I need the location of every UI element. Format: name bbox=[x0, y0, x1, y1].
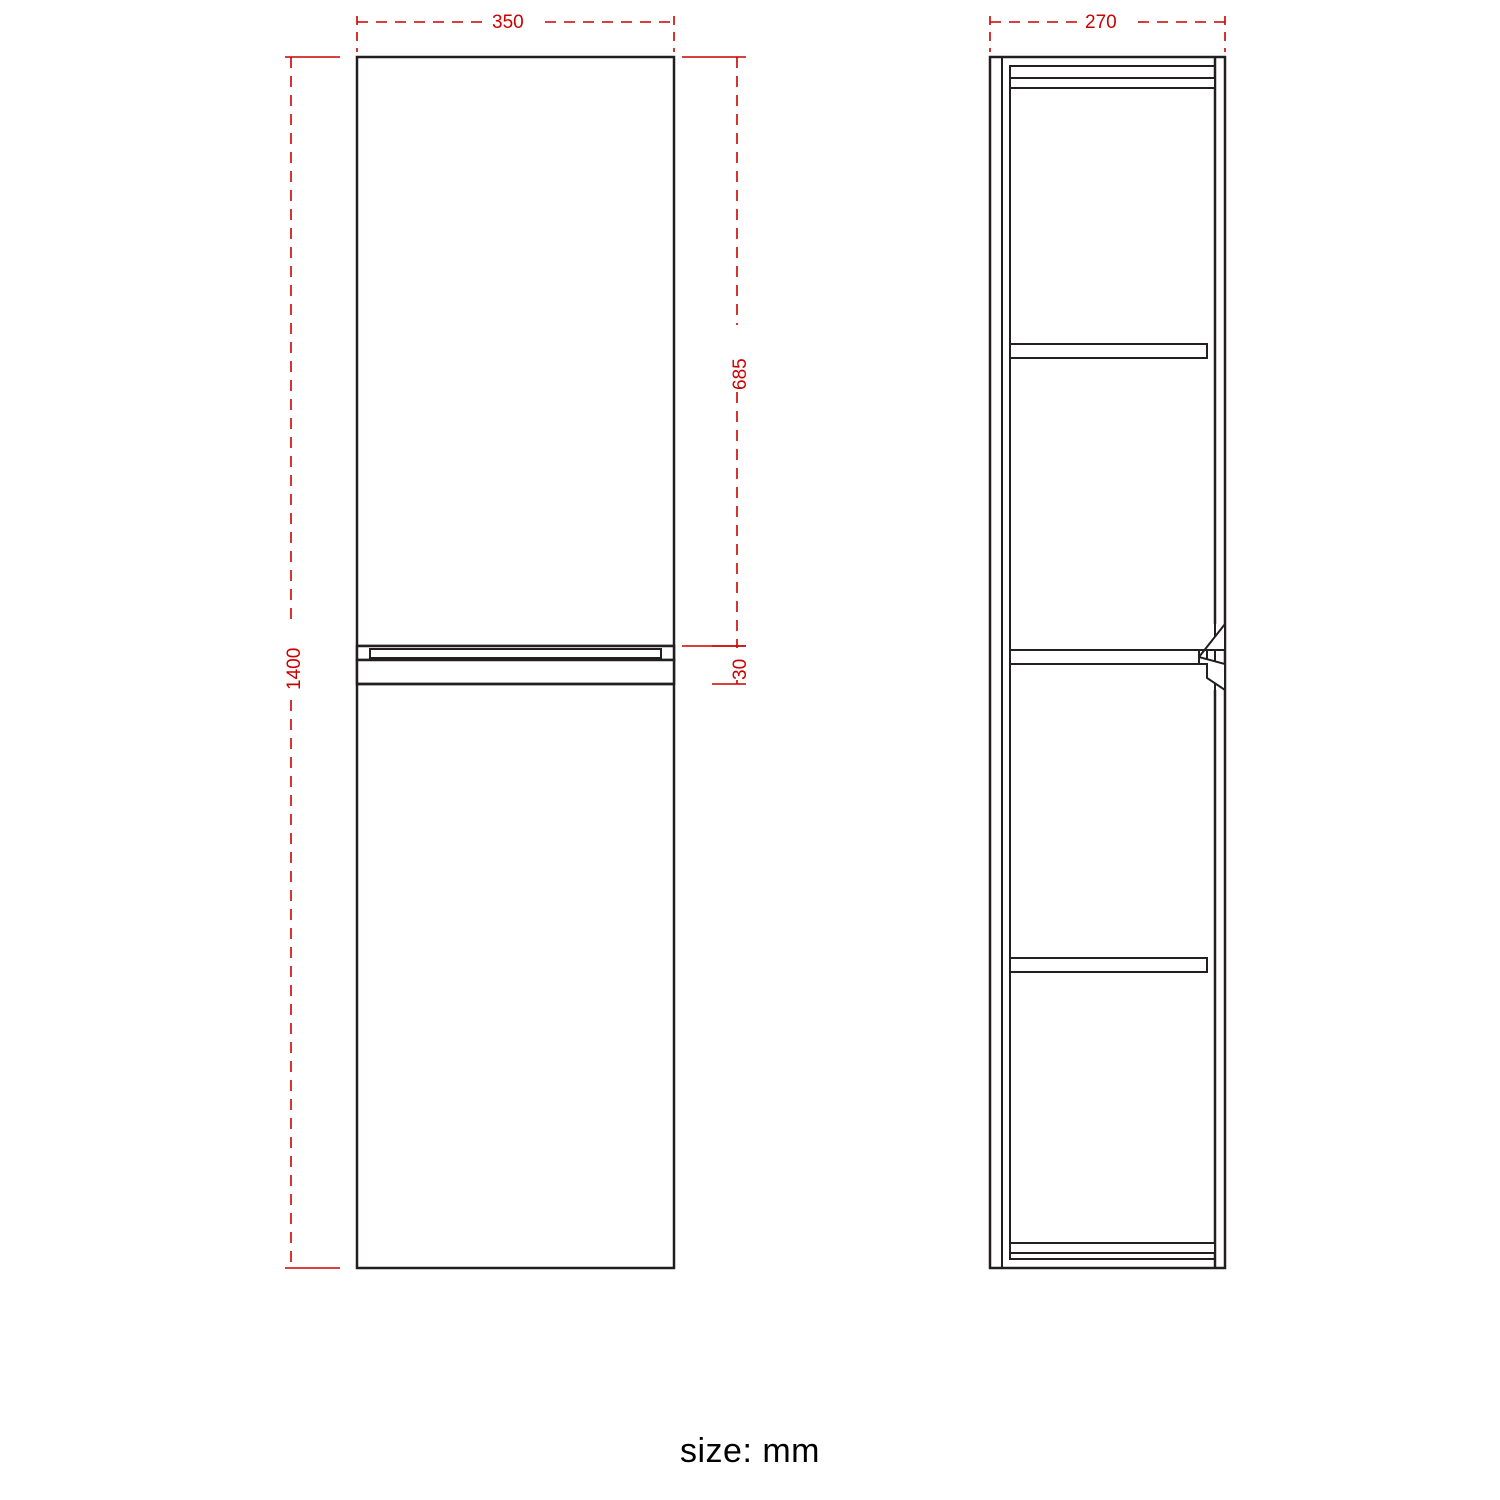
side-elevation-view bbox=[990, 57, 1225, 1268]
side-shelf-3 bbox=[1010, 958, 1207, 972]
dim-text-front-total-height: 1400 bbox=[284, 647, 305, 690]
front-elevation-view bbox=[357, 57, 674, 1268]
dim-text-side-depth: 270 bbox=[1085, 12, 1117, 33]
side-shelf-2 bbox=[1010, 650, 1207, 664]
side-shelf-1 bbox=[1010, 344, 1207, 358]
dim-text-upper-door-height: 685 bbox=[730, 358, 751, 390]
side-bottom-panel bbox=[1010, 1243, 1215, 1253]
unit-note: size: mm bbox=[680, 1432, 820, 1470]
handle-recess-lower bbox=[357, 660, 674, 684]
dim-text-front-width: 350 bbox=[492, 12, 524, 33]
side-top-panel bbox=[1010, 78, 1215, 88]
dim-text-handle-gap: 30 bbox=[730, 658, 751, 680]
handle-recess-inner bbox=[370, 649, 661, 658]
